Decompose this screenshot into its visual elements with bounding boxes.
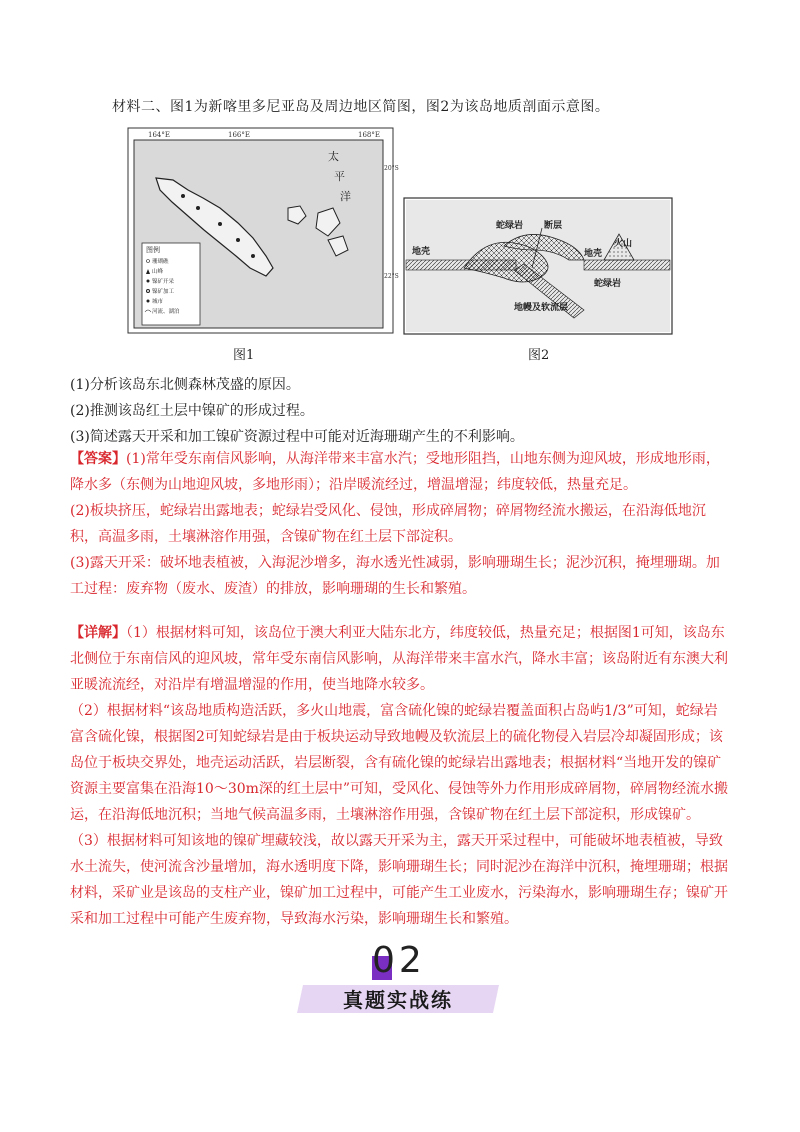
figure-2-cross-section	[404, 198, 672, 334]
figure-1-caption: 图1	[233, 348, 255, 363]
ocean-char-3: 洋	[340, 190, 351, 203]
material-intro: 材料二、图1为新喀里多尼亚岛及周边地区简图，图2为该岛地质剖面示意图。	[112, 99, 610, 115]
question-3: (3)简述露天开采和加工镍矿资源过程中可能对近海珊瑚产生的不利影响。	[70, 429, 524, 445]
legend-item: 镍矿加工	[152, 289, 175, 295]
figure-1-map	[128, 128, 399, 333]
legend-item: 珊瑚礁	[152, 259, 169, 265]
lat-label-2: 22°S	[384, 273, 399, 280]
detail-tag: 【详解】	[70, 625, 126, 641]
answer-block	[70, 446, 730, 602]
lat-label-1: 20°S	[384, 165, 399, 172]
legend-title: 图例	[146, 246, 160, 254]
question-1: (1)分析该岛东北侧森林茂盛的原因。	[70, 377, 300, 393]
lon-label-2: 166°E	[228, 131, 250, 139]
legend-item: 河流、湖泊	[152, 309, 180, 315]
answer-p3: (3)露天开采：破坏地表植被，入海泥沙增多，海水透光性减弱，影响珊瑚生长；泥沙沉积，掩埋珊瑚。加工过程：废弃物（废水、废渣）的排放，影响珊瑚的生长和繁殖。	[70, 555, 720, 597]
label-serpentinite-top: 蛇绿岩	[496, 221, 524, 231]
detail-p2: （2）根据材料“该岛地质构造活跃，多火山地震，富含硫化镍的蛇绿岩覆盖面积占岛屿1/3”可知，蛇绿岩富含硫化镍，根据图2可知蛇绿岩是由于板块运动导致地幔及软流层上的硫化物侵入岩层冷却凝固形成；该岛位于板块交界处，地壳运动活跃，岩层断裂，含有硫化镍的蛇绿岩出露地表；根据材料“当地开发的镍矿资源主要富集在沿海10～30m深的红土层中”可知，受风化、侵蚀等外力作用形成碎屑物，碎屑物经流水搬运，在沿海低地沉积；当地气候高温多雨，土壤淋溶作用强，含镍矿物在红土层下部淀积，形成镍矿。	[70, 703, 729, 823]
answer-tag: 【答案】	[70, 451, 126, 467]
ocean-char-2: 平	[334, 170, 345, 183]
label-crust-right: 地壳	[584, 249, 603, 259]
crust-right-layer	[584, 260, 670, 270]
legend-item: 山峰	[152, 269, 164, 275]
section-number: 02	[372, 940, 426, 981]
legend-item: 镍矿开采	[152, 279, 175, 285]
label-serpentinite-right: 蛇绿岩	[594, 279, 622, 289]
answer-p1: (1)常年受东南信风影响，从海洋带来丰富水汽；受地形阻挡，山地东侧为迎风坡，形成地形雨，降水多（东侧为山地迎风坡，多地形雨）；沿岸暖流经过，增温增湿；纬度较低，热量充足。	[70, 451, 720, 493]
question-2: (2)推测该岛红土层中镍矿的形成过程。	[70, 403, 314, 419]
detail-block	[70, 620, 730, 932]
label-fault: 断层	[544, 221, 563, 231]
detail-p3: （3）根据材料可知该地的镍矿埋藏较浅，故以露天开采为主，露天开采过程中，可能破坏地表植被，导致水土流失，使河流含沙量增加，海水透明度下降，影响珊瑚生长；同时泥沙在海洋中沉积，掩埋珊瑚；根据材料，采矿业是该岛的支柱产业，镍矿加工过程中，可能产生工业废水，污染海水，影响珊瑚生存；镍矿开采和加工过程中可能产生废弃物，导致海水污染，影响珊瑚生长和繁殖。	[70, 833, 728, 927]
legend-item: 城市	[152, 299, 164, 305]
label-mantle: 地幔及软流层	[514, 303, 569, 313]
figure-2-caption: 图2	[528, 348, 550, 363]
label-crust-left: 地壳	[412, 247, 431, 257]
lon-label-1: 164°E	[148, 131, 170, 139]
lon-label-3: 168°E	[358, 131, 380, 139]
ocean-char-1: 太	[328, 150, 339, 163]
answer-p2: (2)板块挤压，蛇绿岩出露地表；蛇绿岩受风化、侵蚀，形成碎屑物；碎屑物经流水搬运，在沿海低地沉积，高温多雨，土壤淋溶作用强，含镍矿物在红土层下部淀积。	[70, 503, 706, 545]
label-volcano: 火山	[614, 239, 633, 249]
detail-p1: （1）根据材料可知，该岛位于澳大利亚大陆东北方，纬度较低，热量充足；根据图1可知，该岛东北侧位于东南信风的迎风坡，常年受东南信风影响，从海洋带来丰富水汽，降水丰富；该岛附近有东澳大利亚暖流流经，对沿岸有增温增湿的作用，使当地降水较多。	[70, 625, 728, 693]
section-title: 真题实战练	[343, 988, 453, 1012]
